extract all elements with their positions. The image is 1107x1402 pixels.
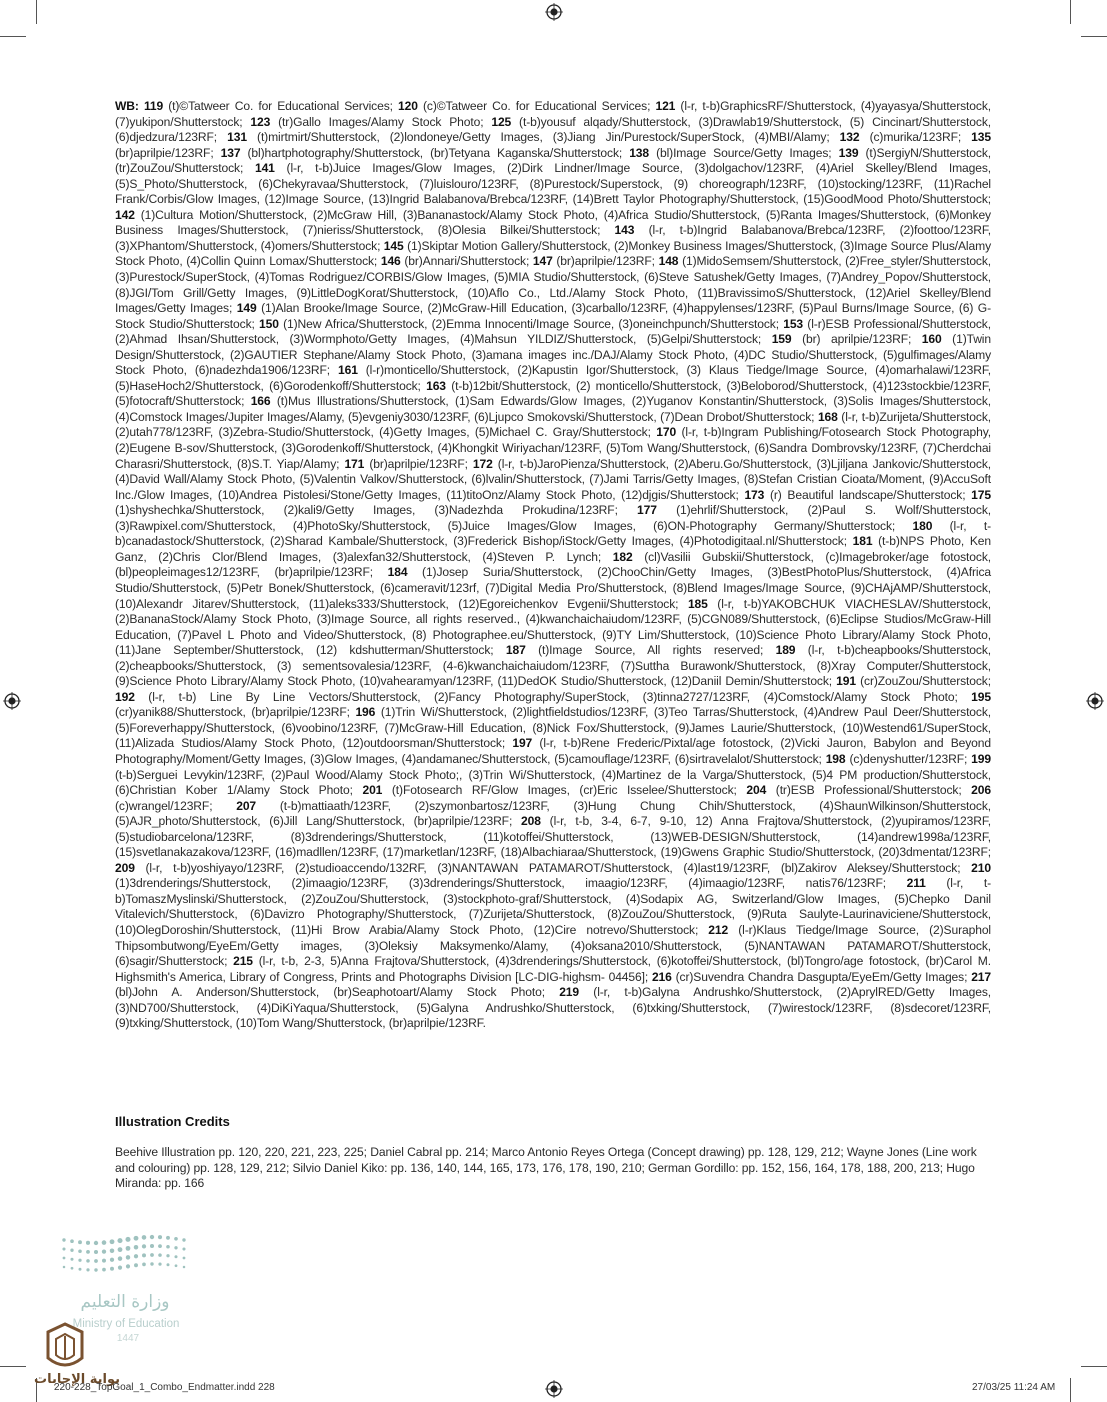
logo-dot (166, 1254, 169, 1257)
page-number: 208 (521, 814, 541, 829)
page-number: 211 (906, 876, 926, 891)
page-number: 141 (254, 161, 275, 176)
ministry-logo-icon (58, 1232, 194, 1282)
logo-dot (102, 1259, 106, 1263)
page-number: 173 (744, 487, 765, 502)
logo-dot (166, 1245, 170, 1249)
logo-dot (150, 1262, 153, 1265)
page-number: 143 (614, 223, 635, 238)
page-number: 198 (825, 751, 846, 766)
page-number: 149 (236, 301, 257, 316)
logo-dot (102, 1268, 106, 1272)
crop-mark-bottom-right-h (1081, 1366, 1107, 1367)
crop-mark-top-left (36, 0, 37, 24)
logo-dot (174, 1246, 177, 1249)
page-number: 175 (971, 487, 991, 502)
logo-dot (118, 1247, 123, 1252)
logo-dot (126, 1264, 130, 1268)
photo-credits-text: WB: 119 (t)©Tatweer Co. for Educational Services; 120 (c)©Tatweer Co. for Educational Services; 121 (l-r, t-b)GraphicsRF/Shutterstock, (4)yayasya/Shutterstock, (7)yukipon/Shutterstock; 123 (tr)Gallo Images/Alamy Stock Photo; 125 (t-b)yousuf alqady/Shutterstock, (3)Drawlab19/Shutterstock, (5) Cincinart/Shutterstock, (6)djedzura/123RF; 131 (t)mirtmirt/Shutterstock, (2)londoneye/Getty Images, (3)Jiang Jin/Purestock/SuperStock, (4)MBI/Alamy; 132 (c)murika/123RF; 135 (br)aprilpie/123RF; 137 (bl)hartphotography/Shutterstock, (br)Tetyana Kaganska/Shutterstock; 138 (bl)Image Source/Getty Images; 139 (t)SergiyN/Shutterstock, (tr)ZouZou/Shutterstock; 141 (l-r, t-b)Juice Images/Glow Images, (2)Dirk Lindner/Image Source, (3)dolgachov/123RF, (4)Ariel Skelley/Blend Images, (5)S_Photo/Shutterstock, (6)Chekyravaa/Shutterstock, (7)luislouro/123RF, (8)Purestock/Superstock, (9) choreograph/123RF, (10)stocking/123RF, (11)Rachel Frank/Corbis/Glow Images, (12)Image Source, (13)Ingrid Balabanova/Brebca/123RF, (14)Brett Taylor Photography/Shutterstock, (15)GoodMood Photo/Shutterstock; 142 (1)Cultura Motion/Shutterstock, (2)McGraw Hill, (3)Bananastock/Alamy Stock Photo, (4)Africa Studio/Shutterstock, (5)Ranta Images/Shutterstock, (6)Monkey Business Images/Shutterstock, (7)nieriss/Shutterstock, (8)Olesia Bilkei/Shutterstock; 143 (l-r, t-b)Ingrid Balabanova/Brebca/123RF, (2)foottoo/123RF, (3)XPhantom/Shutterstock, (4)omers/Shutterstock; 145 (1)Skiptar Motion Gallery/Shutterstock, (2)Monkey Business Images/Shutterstock, (3)Image Source Plus/Alamy Stock Photo, (4)Collin Quinn Lomax/Shutterstock; 146 (br)Annari/Shutterstock; 147 (br)aprilpie/123RF; 148 (1)MidoSemsem/Shutterstock, (2)Free_styler/Shutterstock, (3)Purestock/SuperStock, (4)Tomas Rodriguez/CORBIS/Glow Images, (5)MIA Studio/Shutterstock, (6)Steve Satushek/Getty Images, (7)Andrey_Popov/Shutterstock, (8)JGI/Tom Grill/Getty Images, (9)LittleDogKorat/Shutterstock, (10)Aflo Co., Ltd./Alamy Stock Photo, (11)BravissimoS/Shutterstock, (12)Ariel Skelley/Blend Images/Getty Images; 149 (1)Alan Brooke/Image Source, (2)McGraw-Hill Education, (3)carballo/123RF, (4)happylenses/123RF, (5)Paul Burns/Image Source, (6) G-Stock Studio/Shutterstock; 150 (1)New Africa/Shutterstock, (2)Emma Innocenti/Image Source, (3)oneinchpunch/Shutterstock; 153 (l-r)ESB Professional/Shutterstock, (2)Ahmad Ihsan/Shutterstock, (3)Wormphoto/Getty Images, (4)Mahsun YILDIZ/Shutterstock, (5)Gelpi/Shutterstock; 159 (br) aprilpie/123RF; 160 (1)Twin Design/Shutterstock, (2)GAUTIER Stephane/Alamy Stock Photo, (3)amana images inc./DAJ/Alamy Stock Photo, (4)DC Studio/Shutterstock, (5)gulfimages/Alamy Stock Photo, (6)nadezhda1906/123RF; 161 (l-r)monticello/Shutterstock, (2)Kapustin Igor/Shutterstock, (3) Klaus Tiedge/Image Source, (4)omarhalawi/123RF, (5)HaseHoch2/Shutterstock, (6)Gorodenkoff/Shutterstock; 163 (t-b)12bit/Shutterstock, (2) monticello/Shutterstock, (3)Beloborod/Shutterstock, (4)123stockbie/123RF, (5)fotocraft/Shutterstock; 166 (t)Mus Illustrations/Shutterstock, (1)Sam Edwards/Glow Images, (2)Yuganov Konstantin/Shutterstock, (3)Solis Images/Shutterstock, (4)Comstock Images/Jupiter Images/Alamy, (5)evgeniy3030/123RF, (6)Ljupco Smokovski/Shutterstock, (7)Dean Drobot/Shutterstock; 168 (l-r, t-b)Zurijeta/Shutterstock, (2)utah778/123RF, (3)Zebra-Studio/Shutterstock, (4)Getty Images, (5)Michael C. Gray/Shutterstock; 170 (l-r, t-b)Ingram Publishing/Fotosearch Stock Photography, (2)Eugene B-sov/Shutterstock, (3)Gorodenkoff/Shutterstock, (4)Khongkit Wiriyachan/123RF, (5)Tom Wang/Shutterstock, (6)Sandra Dombrovsky/123RF, (7)Cherdchai Charasri/Shutterstock, (8)S.T. Yiap/Alamy; 171 (br)aprilpie/123RF; 172 (l-r, t-b)JaroPienza/Shutterstock, (2)Aberu.Go/Shutterstock, (3)Ljiljana Jankovic/Shutterstock, (4)David Wall/Alamy Stock Photo, (5)Valentin Valkov/Shutterstock, (6)lvalin/Shutterstock, (7)Jami Tarris/Getty Images, (8)Stefan Cristian Cioata/Moment, (9)AccuSoft Inc./Glow Images, (10)Andrea Pistolesi/Stone/Getty Images, (11)titoOnz/Alamy Stock Photo, (12)djgis/Shutterstock; 173 (r) Beautiful landscape/Shutterstock; 175 (1)shyshechka/Shutterstock, (2)kali9/Getty Images, (3)Nadezhda Prokudina/123RF; 177 (1)ehrlif/Shutterstock, (2)Paul S. Wolf/Shutterstock, (3)Rawpixel.com/Shutterstock, (4)PhotoSky/Shutterstock, (5)Juice Images/Glow Images, (6)ON-Photography Germany/Shutterstock; 180 (l-r, t-b)canadastock/Shutterstock, (2)Sharad Kambale/Shutterstock, (3)Frederick Bishop/iStock/Getty Images, (4)Photodigitaal.nl/Shutterstock; 181 (t-b)NPS Photo, Ken Ganz, (2)Chris Clor/Blend Images, (3)alexfan32/Shutterstock, (4)Steven P. Lynch; 182 (cl)Vasilii Gubskii/Shutterstock, (c)Imagebroker/age fotostock, (bl)peopleimages12/123RF, (br)aprilpie/123RF; 184 (1)Josep Suria/Shutterstock, (2)ChooChin/Getty Images, (3)BestPhotoPlus/Shutterstock, (4)Africa Studio/Shutterstock, (5)Petr Bonek/Shutterstock, (6)cameravit/123rf, (7)Digital Media Pro/Shutterstock, (8)Blend Images/Image Source, (9)CHAjAMP/Shutterstock, (10)Alexandr Jitarev/Shutterstock, (11)aleks333/Shutterstock, (12)Egoreichenkov Evgenii/Shutterstock; 185 (l-r, t-b)YAKOBCHUK VIACHESLAV/Shutterstock, (2)BananaStock/Alamy Stock Photo, (3)Image Source, all rights reserved., (4)kwanchaichaiudom/123RF, (5)CGN089/Shutterstock, (6)Eclipse Studios/McGraw-Hill Education, (7)Pavel L Photo and Video/Shutterstock, (8) Photographee.eu/Shutterstock, (9)TY Lim/Shutterstock, (10)Science Photo Library/Alamy Stock Photo, (11)Jane September/Shutterstock, (12) kdshutterman/Shutterstock; 187 (t)Image Source, All rights reserved; 189 (l-r, t-b)cheapbooks/Shutterstock, (2)cheapbooks/Shutterstock, (3) sementsovalesia/123RF, (4-6)kwanchaichaiudom/123RF, (7)Suttha Burawonk/Shutterstock, (8)Xray Computer/Shutterstock, (9)Science Photo Library/Alamy Stock Photo, (10)vahearamyan/123RF, (11)DedOK Studio/Shutterstock, (12)Daniil Demin/Shutterstock; 191 (cr)ZouZou/Shutterstock; 192 (l-r, t-b) Line By Line Vectors/Shutterstock, (2)Fancy Photography/SuperStock, (3)tinna2727/123RF, (4)Comstock/Alamy Stock Photo; 195 (cr)yanik88/Shutterstock, (br)aprilpie/123RF; 196 (1)Trin Wi/Shutterstock, (2)lightfieldstudios/123RF, (3)Teo Tarras/Shutterstock, (4)Andrew Paul Deer/Shutterstock, (5)Foreverhappy/Shutterstock, (6)voobino/123RF, (7)McGraw-Hill Education, (8)Nick Fox/Shutterstock, (9)James Laurie/Shutterstock, (10)Westend61/SuperStock, (11)Alizada Studios/Alamy Stock Photo, (12)outdoorsman/Shutterstock; 197 (l-r, t-b)Rene Frederic/Pixtal/age fotostock, (2)Vicki Jauron, Babylon and Beyond Photography/Moment/Getty Images, (3)Glow Images, (4)andamanec/Shutterstock, (5)camouflage/123RF, (6)sirtravelalot/Shutterstock; 198 (c)denyshutter/123RF; 199 (t-b)Serguei Levykin/123RF, (2)Paul Wood/Alamy Stock Photo;, (3)Trin Wi/Shutterstock, (4)Martinez de la Varga/Shutterstock, (5)4 PM production/Shutterstock, (6)Christian Kober 1/Alamy Stock Photo; 201 (t)Fotosearch RF/Glow Images, (cr)Eric Isselee/Shutterstock; 204 (tr)ESB Professional/Shutterstock; 206 (c)wrangel/123RF; 207 (t-b)mattiaath/123RF, (2)szymonbartosz/123RF, (3)Hung Chung Chih/Shutterstock, (4)ShaunWilkinson/Shutterstock, (5)AJR_photo/Shutterstock, (6)Jill Lang/Shutterstock, (br)aprilpie/123RF; 208 (l-r, t-b, 3-4, 6-7, 9-10, 12) Anna Frajtova/Shutterstock, (2)yupiramos/123RF, (5)studiobarcelona/123RF, (8)3drenderings/Shutterstock, (11)kotoffei/Shutterstock, (13)WEB-DESIGN/Shutterstock, (14)andrew1998a/123RF, (15)svetlanakazakova/123RF, (16)madllen/123RF, (17)marketlan/123RF, (18)Albachiaraa/Shutterstock, (19)Gwens Graphic Studio/Shutterstock, (20)3dmentat/123RF; 209 (l-r, t-b)yoshiyayo/123RF, (2)studioaccendo/132RF, (3)NANTAWAN PATAMAROT/Shutterstock, (4)last19/123RF, (bl)Zakirov Aleksey/Shutterstock; 210 (1)3drenderings/Shutterstock, (2)imaagio/123RF, (3)3drenderings/Shutterstock, imaagio/123RF, (4)imaagio/123RF, natis76/123RF; 211 (l-r, t-b)TomaszMyslinski/Shutterstock, (2)ZouZou/Shutterstock, (3)stockphoto-graf/Shutterstock, (4)Sodapix AG, Switzerland/Glow Images, (5)Chepko Danil Vitalevich/Shutterstock, (6)Davizro Photography/Shutterstock, (7)Zurijeta/Shutterstock, (8)ZouZou/Shutterstock, (9)Ruta Saulyte-Laurinaviciene/Shutterstock, (10)OlegDoroshin/Shutterstock, (11)Hi Brow Arabia/Alamy Stock Photo, (12)Cire notrevo/Shutterstock; 212 (l-r)Klaus Tiedge/Image Source, (2)Suraphol Thipsombutwong/EyeEm/Getty images, (3)Oleksiy Maksymenko/Alamy, (4)oksana2010/Shutterstock, (5)NANTAWAN PATAMAROT/Shutterstock, (6)sagir/Shutterstock; 215 (l-r, t-b, 2-3, 5)Anna Frajtova/Shutterstock, (4)3drenderings/Shutterstock, (6)kotoffei/Shutterstock, (bl)Tongro/age fotostock, (br)Carol M. Highsmith's America, Library of Congress, Prints and Photographs Division [LC-DIG-highsm- 04456]; 216 (cr)Suvendra Chandra Dasgupta/EyeEm/Getty Images; 217 (bl)John A. Anderson/Shutterstock, (br)Seaphotoart/Alamy Stock Photo; 219 (l-r, t-b)Galyna Andrushko/Shutterstock, (2)AprylRED/Getty Images, (3)ND700/Shutterstock, (4)DiKiYaqua/Shutterstock, (5)Galyna Andrushko/Shutterstock, (6)txking/Shutterstock, (7)wirestock/123RF, (8)sdecoret/123RF, (9)txking/Shutterstock, (10)Tom Wang/Shutterstock, (br)aprilpie/123RF. (115, 99, 992, 1031)
page-number: 159 (771, 332, 792, 347)
page-number: 215 (233, 954, 253, 969)
logo-dot (110, 1239, 115, 1244)
logo-dot (183, 1266, 186, 1269)
logo-dot (150, 1244, 154, 1248)
logo-dot (70, 1249, 73, 1252)
page-number: 209 (115, 860, 135, 875)
ministry-logo-english: Ministry of Education (72, 1318, 180, 1330)
page-number: 177 (637, 503, 657, 518)
page-number: 121 (655, 99, 676, 113)
page-number: 148 (658, 254, 679, 269)
logo-dot (158, 1235, 162, 1239)
logo-dot (126, 1255, 130, 1259)
page-number: 180 (912, 518, 933, 533)
logo-dot (78, 1249, 82, 1253)
page-number: 160 (921, 332, 942, 347)
page-number: 139 (838, 145, 859, 160)
page-number: 138 (629, 145, 650, 160)
logo-dot (94, 1259, 98, 1263)
logo-dot (183, 1257, 186, 1260)
logo-dot (110, 1258, 114, 1262)
page-number: 191 (836, 674, 856, 689)
registration-mark-icon (545, 3, 563, 21)
logo-dot (79, 1268, 82, 1271)
page-number: 185 (687, 596, 708, 611)
logo-dot (142, 1244, 146, 1248)
logo-dot (86, 1250, 90, 1254)
logo-dot (86, 1241, 90, 1245)
logo-dot (102, 1240, 107, 1245)
page-number: 216 (651, 969, 672, 984)
logo-dot (102, 1249, 106, 1253)
logo-dot (63, 1257, 66, 1260)
logo-dot (182, 1238, 185, 1241)
logo-dot (94, 1241, 98, 1245)
page-number: 171 (344, 456, 365, 471)
logo-dot (63, 1266, 66, 1269)
page-number: 163 (426, 378, 446, 393)
logo-dot (110, 1248, 115, 1253)
page-number: 189 (775, 643, 796, 658)
logo-dot (117, 1238, 122, 1243)
illustration-credits-text: Beehive Illustration pp. 120, 220, 221, 223, 225; Daniel Cabral pp. 214; Marco Antonio Reyes Ortega (Concept drawing) pp. 128, 129, 212; Wayne Jones (Line work and colouring) pp. 128, 129, 212; Silvio Daniel Kiko: pp. 136, 140, 144, 165, 173, 176, 178, 190, 210; German Gordillo: pp. 152, 156, 164, 178, 188, 200, 213; Hugo Miranda: pp. 166 (115, 1145, 977, 1191)
page-number: 210 (971, 860, 991, 875)
page-number: 120 (398, 99, 418, 113)
logo-dot (126, 1246, 131, 1251)
logo-dot (174, 1255, 177, 1258)
crop-mark-top-right-h (1081, 36, 1107, 37)
page-number: 199 (971, 751, 991, 766)
ministry-logo-arabic: وزارة التعليم (80, 1292, 170, 1312)
page-number: 182 (612, 549, 633, 564)
logo-dot (70, 1258, 73, 1261)
registration-mark-icon (3, 692, 21, 710)
page-number: 204 (746, 783, 767, 798)
page-number: 137 (220, 145, 241, 160)
illustration-credits-heading: Illustration Credits (115, 1114, 230, 1129)
page-number: 168 (817, 409, 838, 424)
logo-dot (78, 1259, 81, 1262)
crop-mark-top-left-h (0, 36, 26, 37)
crop-mark-top-right (1070, 0, 1071, 24)
page-number: 147 (532, 254, 553, 269)
page-number: 166 (250, 394, 271, 409)
logo-dot (62, 1238, 65, 1241)
page-number: 181 (852, 534, 873, 549)
logo-dot (118, 1256, 122, 1260)
logo-dot (110, 1267, 114, 1271)
page-number: 207 (236, 798, 257, 813)
crop-mark-bottom-right (1070, 1378, 1071, 1402)
logo-dot (134, 1263, 138, 1267)
logo-dot (125, 1237, 130, 1242)
logo-dot (158, 1263, 161, 1266)
logo-dot (94, 1250, 98, 1254)
page-number: 187 (505, 643, 526, 658)
logo-dot (71, 1267, 74, 1270)
logo-dot (182, 1247, 185, 1250)
page-number: 172 (472, 456, 493, 471)
page-number: 217 (971, 969, 992, 984)
page-number: 196 (355, 705, 376, 720)
logo-dot (118, 1266, 122, 1270)
page-number: 212 (708, 922, 729, 937)
page-number: 153 (783, 316, 804, 331)
logo-dot (166, 1236, 170, 1240)
logo-dot (150, 1253, 154, 1257)
logo-dot (142, 1235, 147, 1240)
page-number: 125 (491, 114, 512, 129)
page-number: 201 (362, 783, 383, 798)
page-number: 135 (971, 130, 991, 145)
page-number: 197 (512, 736, 533, 751)
watermark-text: بوابة الإجابات (34, 1372, 120, 1387)
page-number: 206 (971, 783, 991, 798)
logo-dot (158, 1244, 162, 1248)
page-number: 192 (115, 689, 135, 704)
logo-dot (86, 1268, 89, 1271)
page-number: 219 (559, 985, 580, 1000)
logo-dot (142, 1263, 146, 1267)
page-number: 142 (115, 207, 135, 222)
logo-dot (142, 1253, 146, 1257)
page-number: 161 (337, 363, 358, 378)
logo-dot (175, 1264, 178, 1267)
registration-mark-icon (545, 1380, 563, 1398)
date-slug: 27/03/25 11:24 AM (972, 1382, 1056, 1393)
page-number: 131 (227, 130, 247, 145)
page-number: 145 (383, 238, 404, 253)
crop-mark-bottom-left-h (0, 1366, 26, 1367)
page-number: 184 (387, 565, 408, 580)
page-number: 150 (259, 316, 279, 331)
page-number: 195 (971, 689, 991, 704)
logo-dot (174, 1237, 178, 1241)
logo-dot (86, 1259, 90, 1263)
logo-dot (94, 1268, 97, 1271)
logo-dot (78, 1240, 82, 1244)
logo-dot (134, 1254, 138, 1258)
logo-dot (134, 1245, 139, 1250)
registration-mark-icon (1086, 692, 1104, 710)
page-number: WB: 119 (115, 99, 164, 113)
logo-dot (134, 1236, 139, 1241)
logo-dot (62, 1247, 65, 1250)
file-slug: 220-228_TopGoal_1_Combo_Endmatter.indd 228 (54, 1382, 275, 1393)
page-number: 132 (839, 130, 860, 145)
page-number: 123 (250, 114, 271, 129)
logo-dot (167, 1263, 170, 1266)
logo-dot (158, 1253, 162, 1257)
page-number: 146 (380, 254, 401, 269)
logo-dot (70, 1239, 74, 1243)
logo-dot (150, 1235, 154, 1239)
ministry-logo-year: 1447 (116, 1333, 140, 1344)
page-number: 170 (656, 425, 677, 440)
